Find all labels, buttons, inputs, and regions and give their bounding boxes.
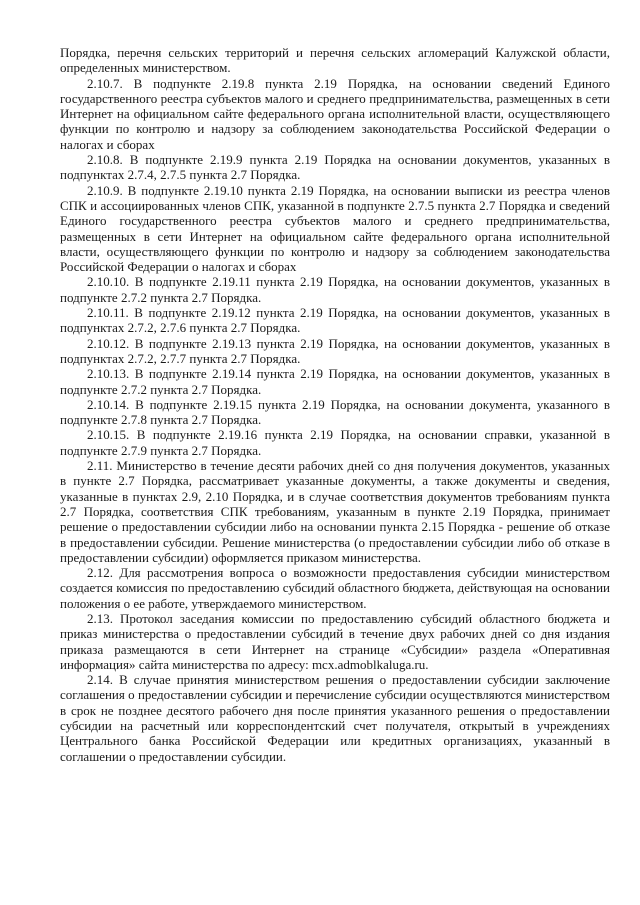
paragraph-2-10-7: 2.10.7. В подпункте 2.19.8 пункта 2.19 Порядка, на основании сведений Единого государственного реестра субъектов малого и среднего предпринимательства, размещенных в сети Интернет на официальном сайте федерального органа исполнительной власти, осуществляющего функции по контролю и надзору за соблюдением законодательства Российской Федерации о налогах и сборах	[60, 75, 610, 152]
paragraph-2-10-9: 2.10.9. В подпункте 2.19.10 пункта 2.19 Порядка, на основании выписки из реестра членов СПК и ассоциированных членов СПК, указанной в подпункте 2.7.5 пункта 2.7 Порядка и сведений Единого государственного реестра субъектов малого и среднего предпринимательства, размещенных в сети Интернет на официальном сайте федерального органа исполнительной власти, осуществляющего функции по контролю и надзору за соблюдением законодательства Российской Федерации о налогах и сборах	[60, 182, 610, 275]
paragraph-2-10-10: 2.10.10. В подпункте 2.19.11 пункта 2.19 Порядка, на основании документов, указанных в подпункте 2.7.2 пункта 2.7 Порядка.	[60, 274, 610, 305]
paragraph-2-10-12: 2.10.12. В подпункте 2.19.13 пункта 2.19 Порядка, на основании документов, указанных в подпунктах 2.7.2, 2.7.7 пункта 2.7 Порядка.	[60, 335, 610, 366]
document-page	[60, 45, 610, 764]
paragraph-2-10-14: 2.10.14. В подпункте 2.19.15 пункта 2.19 Порядка, на основании документа, указанного в подпункте 2.7.8 пункта 2.7 Порядка.	[60, 396, 610, 428]
paragraph-2-10-15: 2.10.15. В подпункте 2.19.16 пункта 2.19 Порядка, на основании справки, указанной в подпункте 2.7.9 пункта 2.7 Порядка.	[60, 427, 610, 458]
paragraph-2-14: 2.14. В случае принятия министерством решения о предоставлении субсидии заключение соглашения о предоставлении субсидии и перечисление субсидии осуществляются министерством в срок не позднее десятого рабочего дня после принятия указанного решения о предоставлении субсидии на расчетный или корреспондентский счет получателя, открытый в учреждениях Центрального банка Российской Федерации или кредитных организациях, указанный в соглашении о предоставлении субсидии.	[60, 672, 610, 764]
paragraph-2-10-11: 2.10.11. В подпункте 2.19.12 пункта 2.19 Порядка, на основании документов, указанных в подпунктах 2.7.2, 2.7.6 пункта 2.7 Порядка.	[60, 305, 610, 336]
paragraph-2-11: 2.11. Министерство в течение десяти рабочих дней со дня получения документов, указанных в пункте 2.7 Порядка, рассматривает указанные документы, а также документы и сведения, указанные в пунктах 2.9, 2.10 Порядка, и в случае соответствия документов требованиям пункта 2.7 Порядка, соответствия СПК требованиям, указанным в пункте 2.19 Порядка, принимает решение о предоставлении субсидии либо на основании пункта 2.15 Порядка - решение об отказе в предоставлении субсидии. Решение министерства (о предоставлении субсидии либо об отказе в предоставлении субсидии) оформляется приказом министерства.	[60, 458, 610, 565]
paragraph-2-10-8: 2.10.8. В подпункте 2.19.9 пункта 2.19 Порядка на основании документов, указанных в подпунктах 2.7.4, 2.7.5 пункта 2.7 Порядка.	[60, 152, 610, 183]
paragraph-2-12: 2.12. Для рассмотрения вопроса о возможности предоставления субсидии министерством создается комиссия по предоставлению субсидий областного бюджета, действующая на основании положения о ее работе, утверждаемого министерством.	[60, 565, 610, 611]
paragraph-2-10-13: 2.10.13. В подпункте 2.19.14 пункта 2.19 Порядка, на основании документов, указанных в подпункте 2.7.2 пункта 2.7 Порядка.	[60, 366, 610, 397]
paragraph-2-13: 2.13. Протокол заседания комиссии по предоставлению субсидий областного бюджета и приказ министерства о предоставлении субсидий в течение двух рабочих дней со дня издания приказа размещаются в сети Интернет на странице «Субсидии» раздела «Оперативная информация» сайта министерства по адресу: mcx.admoblkaluga.ru.	[60, 610, 610, 672]
paragraph-intro: Порядка, перечня сельских территорий и перечня сельских агломераций Калужской области, определенных министерством.	[60, 45, 610, 76]
